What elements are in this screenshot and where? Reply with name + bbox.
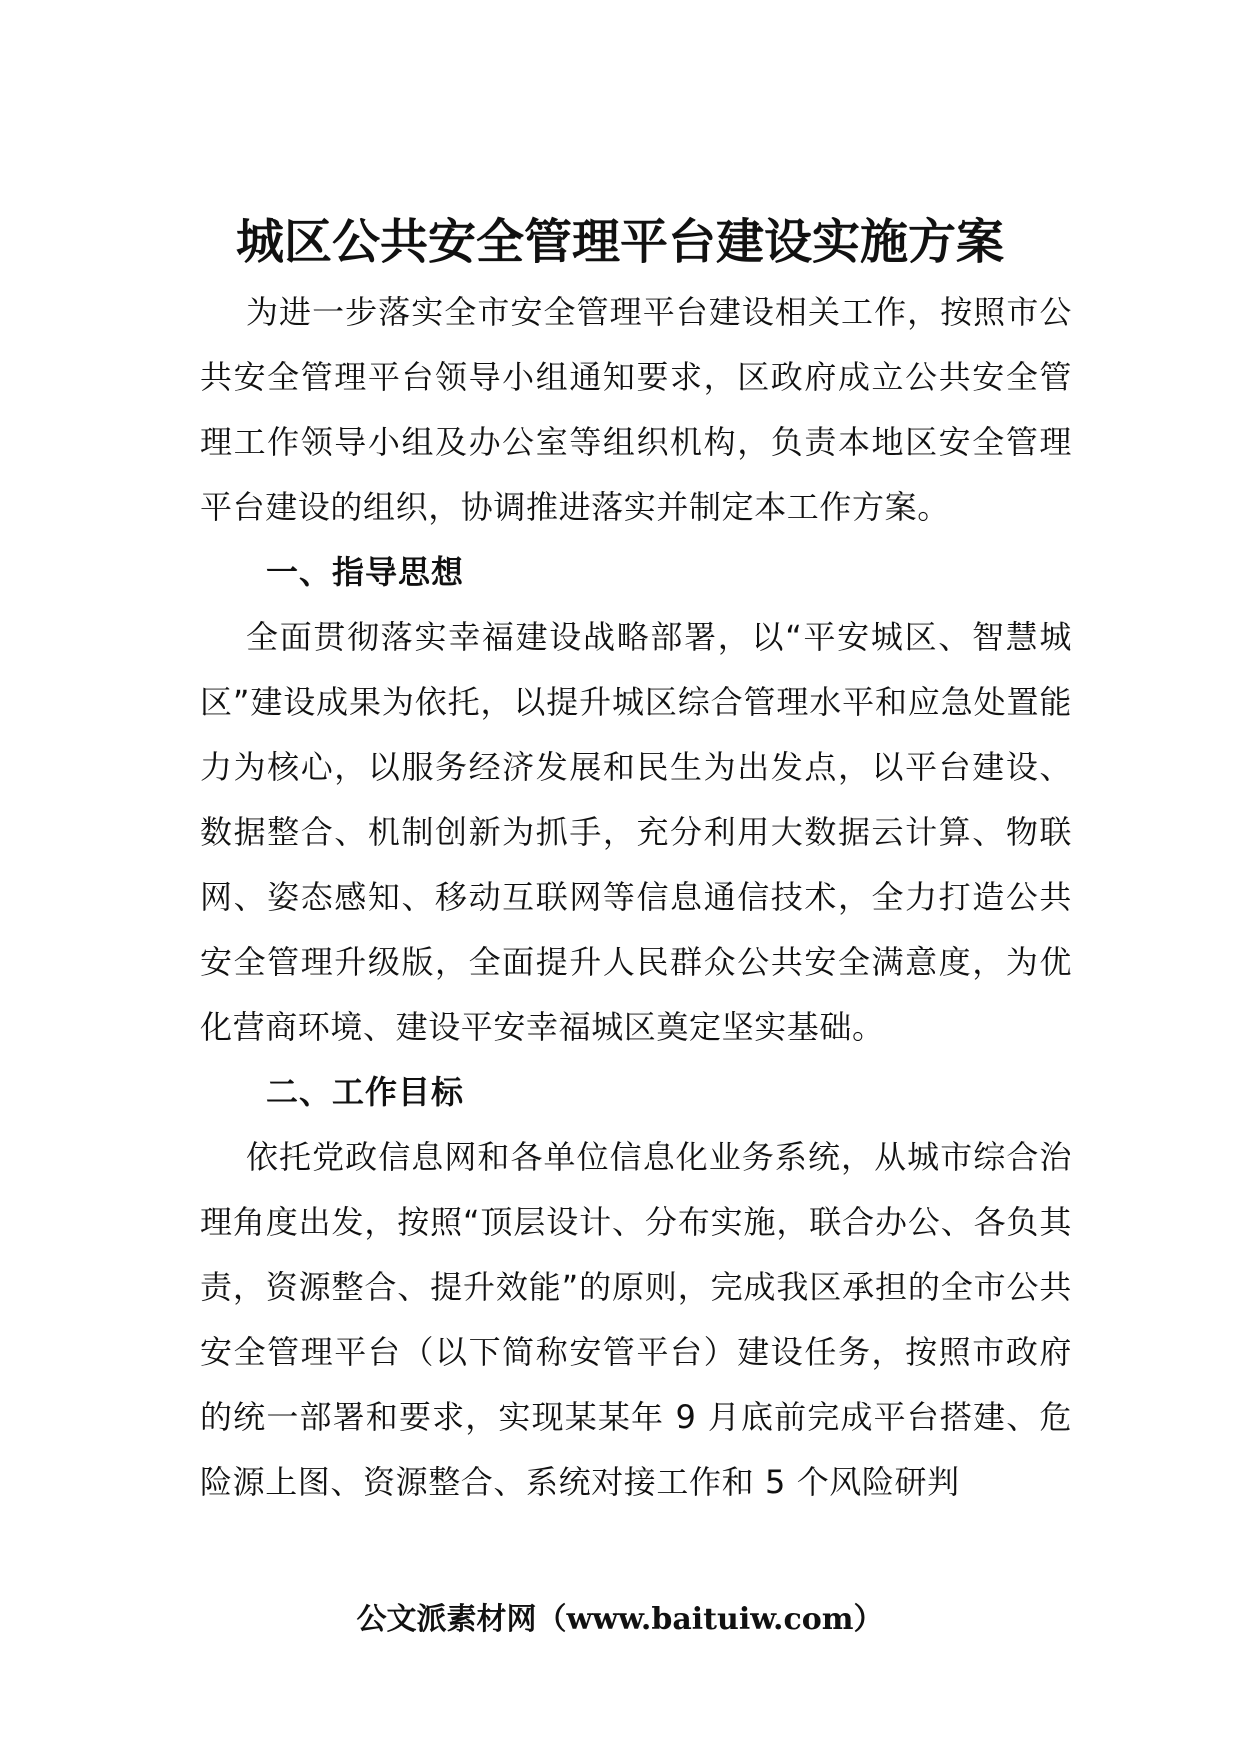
document-title: 城区公共安全管理平台建设实施方案: [235, 214, 1004, 270]
section-paragraph-guiding-ideology: 全面贯彻落实幸福建设战略部署，以“平安城区、智慧城区”建设成果为依托，以提升城区综合管理水平和应急处置能力为核心，以服务经济发展和民生为出发点，以平台建设、数据整合、机制创新为抓手，充分利用大数据云计算、物联网、姿态感知、移动互联网等信息通信技术，全力打造公共安全管理升级版，全面提升人民群众公共安全满意度，为优化营商环境、建设平安幸福城区奠定坚实基础。: [200, 618, 1072, 1046]
section-heading-guiding-ideology: 一、指导思想: [266, 553, 465, 591]
intro-paragraph: 为进一步落实全市安全管理平台建设相关工作，按照市公共安全管理平台领导小组通知要求，区政府成立公共安全管理工作领导小组及办公室等组织机构，负责本地区安全管理平台建设的组织，协调推进落实并制定本工作方案。: [200, 293, 1072, 526]
section-paragraph-work-goals: 依托党政信息网和各单位信息化业务系统，从城市综合治理角度出发，按照“顶层设计、分布实施，联合办公、各负其责，资源整合、提升效能”的原则，完成我区承担的全市公共安全管理平台（以下简称安管平台）建设任务，按照市政府的统一部署和要求，实现某某年 9 月底前完成平台搭建、危险源上图、资源整合、系统对接工作和 5 个风险研判: [200, 1138, 1072, 1501]
section-heading-work-goals: 二、工作目标: [266, 1073, 465, 1111]
document-body: [200, 280, 1072, 1515]
watermark-footer: 公文派素材网（www.baituiw.com）: [356, 1602, 884, 1637]
